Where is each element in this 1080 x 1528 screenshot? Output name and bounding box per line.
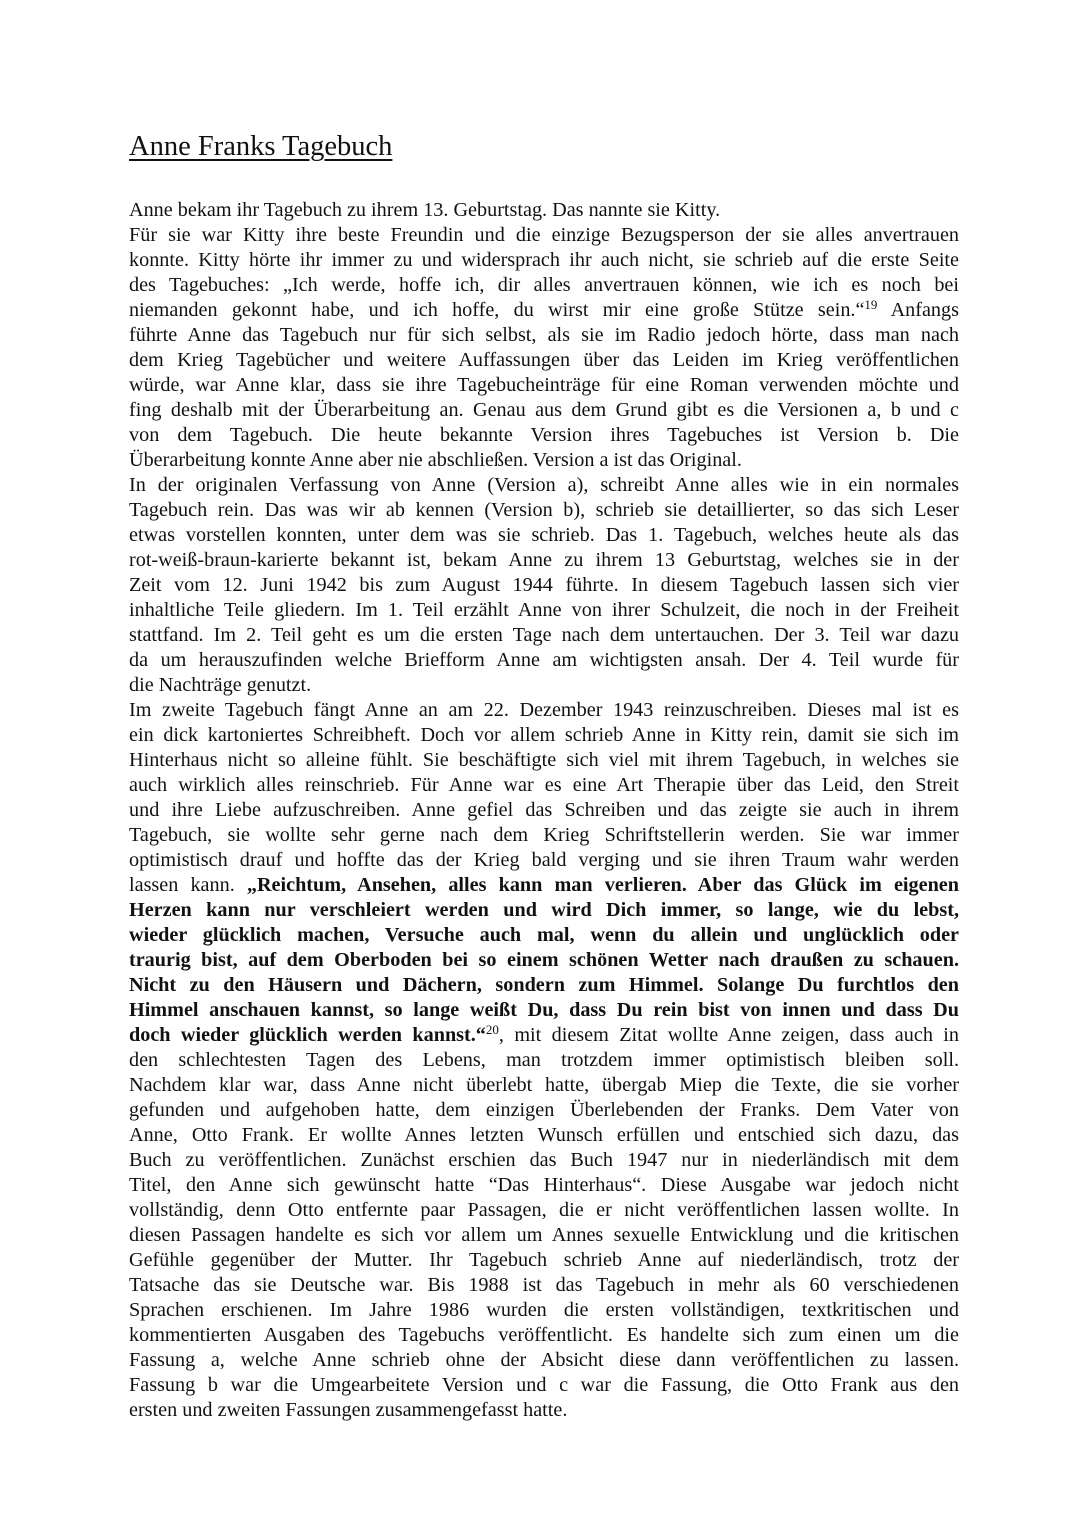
text-line [129,1398,959,1423]
text-line [129,848,959,873]
text-line [129,573,959,598]
line-text: gefunden und aufgehoben hatte, dem einzigen Überlebenden der Franks. Dem Vater von [129,1099,959,1121]
line-text: , mit diesem Zitat wollte Anne zeigen, dass auch in [498,1024,959,1046]
line-text: fing deshalb mit der Überarbeitung an. Genau aus dem Grund gibt es die Versionen a, b und c [129,399,959,421]
text-line [129,1098,959,1123]
line-text: Gefühle gegenüber der Mutter. Ihr Tagebuch schrieb Anne auf niederländisch, trotz der [129,1249,959,1271]
text-line [129,248,959,273]
line-text: führte Anne das Tagebuch nur für sich selbst, als sie im Radio jedoch hörte, dass man nach [129,324,959,346]
line-text: des Tagebuches: „Ich werde, hoffe ich, dir alles anvertrauen können, wie ich es noch bei [129,274,959,296]
text-line [129,1323,959,1348]
text-line [129,1273,959,1298]
line-text: niemanden gekonnt habe, und ich hoffe, du wirst mir eine große Stütze sein.“ [129,299,865,321]
line-text: inhaltliche Teile gliedern. Im 1. Teil erzählt Anne von ihrer Schulzeit, die noch in der Freiheit [129,599,959,621]
bold-quote: wieder glücklich machen, Versuche auch mal, wenn du allein und unglücklich oder [129,924,959,946]
line-text: Tatsache das sie Deutsche war. Bis 1988 ist das Tagebuch in mehr als 60 verschiedenen [129,1274,959,1296]
bold-quote: „Reichtum, Ansehen, alles kann man verlieren. Aber das Glück im eigenen [246,874,959,896]
line-text: dem Krieg Tagebücher und weitere Auffassungen über das Leiden im Krieg veröffentlichen [129,349,959,371]
text-line [129,723,959,748]
line-text: von dem Tagebuch. Die heute bekannte Version ihres Tagebuches ist Version b. Die [129,424,959,446]
line-text: kommentierten Ausgaben des Tagebuchs veröffentlicht. Es handelte sich zum einen um die [129,1324,959,1346]
line-text: lassen kann. [129,874,247,896]
text-line [129,1123,959,1148]
line-text: Für sie war Kitty ihre beste Freundin und die einzige Bezugsperson der sie alles anvertrauen [129,224,959,246]
line-text: stattfand. Im 2. Teil geht es um die ersten Tage nach dem untertauchen. Der 3. Teil war dazu [129,624,959,646]
line-text: Sprachen erschienen. Im Jahre 1986 wurden die ersten vollständigen, textkritischen und [129,1299,959,1321]
line-text: Buch zu veröffentlichen. Zunächst erschien das Buch 1947 nur in niederländisch mit dem [129,1149,959,1171]
line-text: die Nachträge genutzt. [129,674,312,696]
text-line [129,673,959,698]
text-line [129,698,959,723]
text-line [129,548,959,573]
line-text: würde, war Anne klar, dass sie ihre Tagebucheinträge für eine Roman verwenden möchte und [129,374,959,396]
text-line [129,1298,959,1323]
line-text: vollständig, denn Otto entfernte paar Passagen, die er nicht veröffentlichen lassen wollte. In [129,1199,959,1221]
line-text: etwas vorstellen konnten, unter dem was sie schrieb. Das 1. Tagebuch, welches heute als das [129,524,959,546]
line-text: und ihre Liebe aufzuschreiben. Anne gefiel das Schreiben und das zeigte sie auch in ihrem [129,799,959,821]
text-line [129,423,959,448]
document-body [129,198,959,1423]
line-text: In der originalen Verfassung von Anne (Version a), schreibt Anne alles wie in ein normales [129,474,959,496]
text-line [129,273,959,298]
document-title: Anne Franks Tagebuch [129,131,393,162]
text-line [129,823,959,848]
text-line [129,1148,959,1173]
line-text: optimistisch drauf und hoffte das der Krieg bald verging und sie ihren Traum wahr werden [129,849,959,871]
text-line [129,1073,959,1098]
text-line [129,323,959,348]
line-text: Nachdem klar war, dass Anne nicht überlebt hatte, übergab Miep die Texte, die sie vorher [129,1074,959,1096]
line-text: konnte. Kitty hörte ihr immer zu und widersprach ihr auch nicht, sie schrieb auf die erste Seite [129,249,959,271]
footnote-marker: 19 [864,297,878,312]
line-text: da um herauszufinden welche Briefform Anne am wichtigsten ansah. Der 4. Teil wurde für [129,649,959,671]
bold-quote: Herzen kann nur verschleiert werden und wird Dich immer, so lange, wie du lebst, [129,899,959,921]
text-line [129,473,959,498]
line-text: auch wirklich alles reinschrieb. Für Anne war es eine Art Therapie über das Leid, den Streit [129,774,959,796]
line-text: ein dick kartoniertes Schreibheft. Doch vor allem schrieb Anne in Kitty rein, damit sie sich im [129,724,959,746]
text-line [129,523,959,548]
line-text: Fassung b war die Umgearbeitete Version und c war die Fassung, die Otto Frank aus den [129,1374,959,1396]
text-line [129,223,959,248]
line-text: Fassung a, welche Anne schrieb ohne der Absicht diese dann veröffentlichen zu lassen. [129,1349,959,1371]
text-line [129,923,959,948]
line-text: Hinterhaus nicht so alleine fühlt. Sie beschäftigte sich viel mit ihrem Tagebuch, in welches sie [129,749,959,771]
text-line [129,598,959,623]
line-text: Titel, den Anne sich gewünscht hatte “Das Hinterhaus“. Diese Ausgabe war jedoch nicht [129,1174,959,1196]
footnote-marker: 20 [485,1022,499,1037]
text-line [129,623,959,648]
text-line [129,773,959,798]
text-line [129,748,959,773]
text-line [129,1248,959,1273]
line-text: Anne, Otto Frank. Er wollte Annes letzten Wunsch erfüllen und entschied sich dazu, das [129,1124,959,1146]
text-line [129,1223,959,1248]
text-line [129,873,959,898]
text-line [129,798,959,823]
line-text: ersten und zweiten Fassungen zusammengefasst hatte. [129,1399,568,1421]
text-line [129,198,959,223]
line-text: rot-weiß-braun-karierte bekannt ist, bekam Anne zu ihrem 13 Geburtstag, welches sie in der [129,549,959,571]
text-line [129,1373,959,1398]
text-line [129,398,959,423]
line-text: Anne bekam ihr Tagebuch zu ihrem 13. Geburtstag. Das nannte sie Kitty. [129,199,721,221]
bold-quote: Himmel anschauen kannst, so lange weißt Du, dass Du rein bist von innen und dass Du [129,999,959,1021]
line-text: Zeit vom 12. Juni 1942 bis zum August 1944 führte. In diesem Tagebuch lassen sich vier [129,574,959,596]
line-text: Anfangs [877,299,959,321]
bold-quote: doch wieder glücklich werden kannst.“ [129,1024,486,1046]
text-line [129,898,959,923]
line-text: Tagebuch, sie wollte sehr gerne nach dem Krieg Schriftstellerin werden. Sie war immer [129,824,959,846]
text-line [129,448,959,473]
line-text: diesen Passagen handelte es sich vor allem um Annes sexuelle Entwicklung und die kritischen [129,1224,959,1246]
text-line [129,1198,959,1223]
text-line [129,948,959,973]
text-line [129,648,959,673]
text-line [129,1173,959,1198]
text-line [129,1023,959,1048]
text-line [129,973,959,998]
line-text: Überarbeitung konnte Anne aber nie abschließen. Version a ist das Original. [129,449,742,471]
text-line [129,998,959,1023]
line-text: Im zweite Tagebuch fängt Anne an am 22. Dezember 1943 reinzuschreiben. Dieses mal ist es [129,699,959,721]
text-line [129,1048,959,1073]
line-text: Tagebuch rein. Das was wir ab kennen (Version b), schrieb sie detaillierter, so das sich Leser [129,499,959,521]
text-line [129,373,959,398]
text-line [129,348,959,373]
text-line [129,298,959,323]
text-line [129,498,959,523]
document-page [129,128,959,1423]
line-text: den schlechtesten Tagen des Lebens, man trotzdem immer optimistisch bleiben soll. [129,1049,959,1071]
bold-quote: traurig bist, auf dem Oberboden bei so einem schönen Wetter nach draußen zu schauen. [129,949,959,971]
text-line [129,1348,959,1373]
bold-quote: Nicht zu den Häusern und Dächern, sondern zum Himmel. Solange Du furchtlos den [129,974,959,996]
